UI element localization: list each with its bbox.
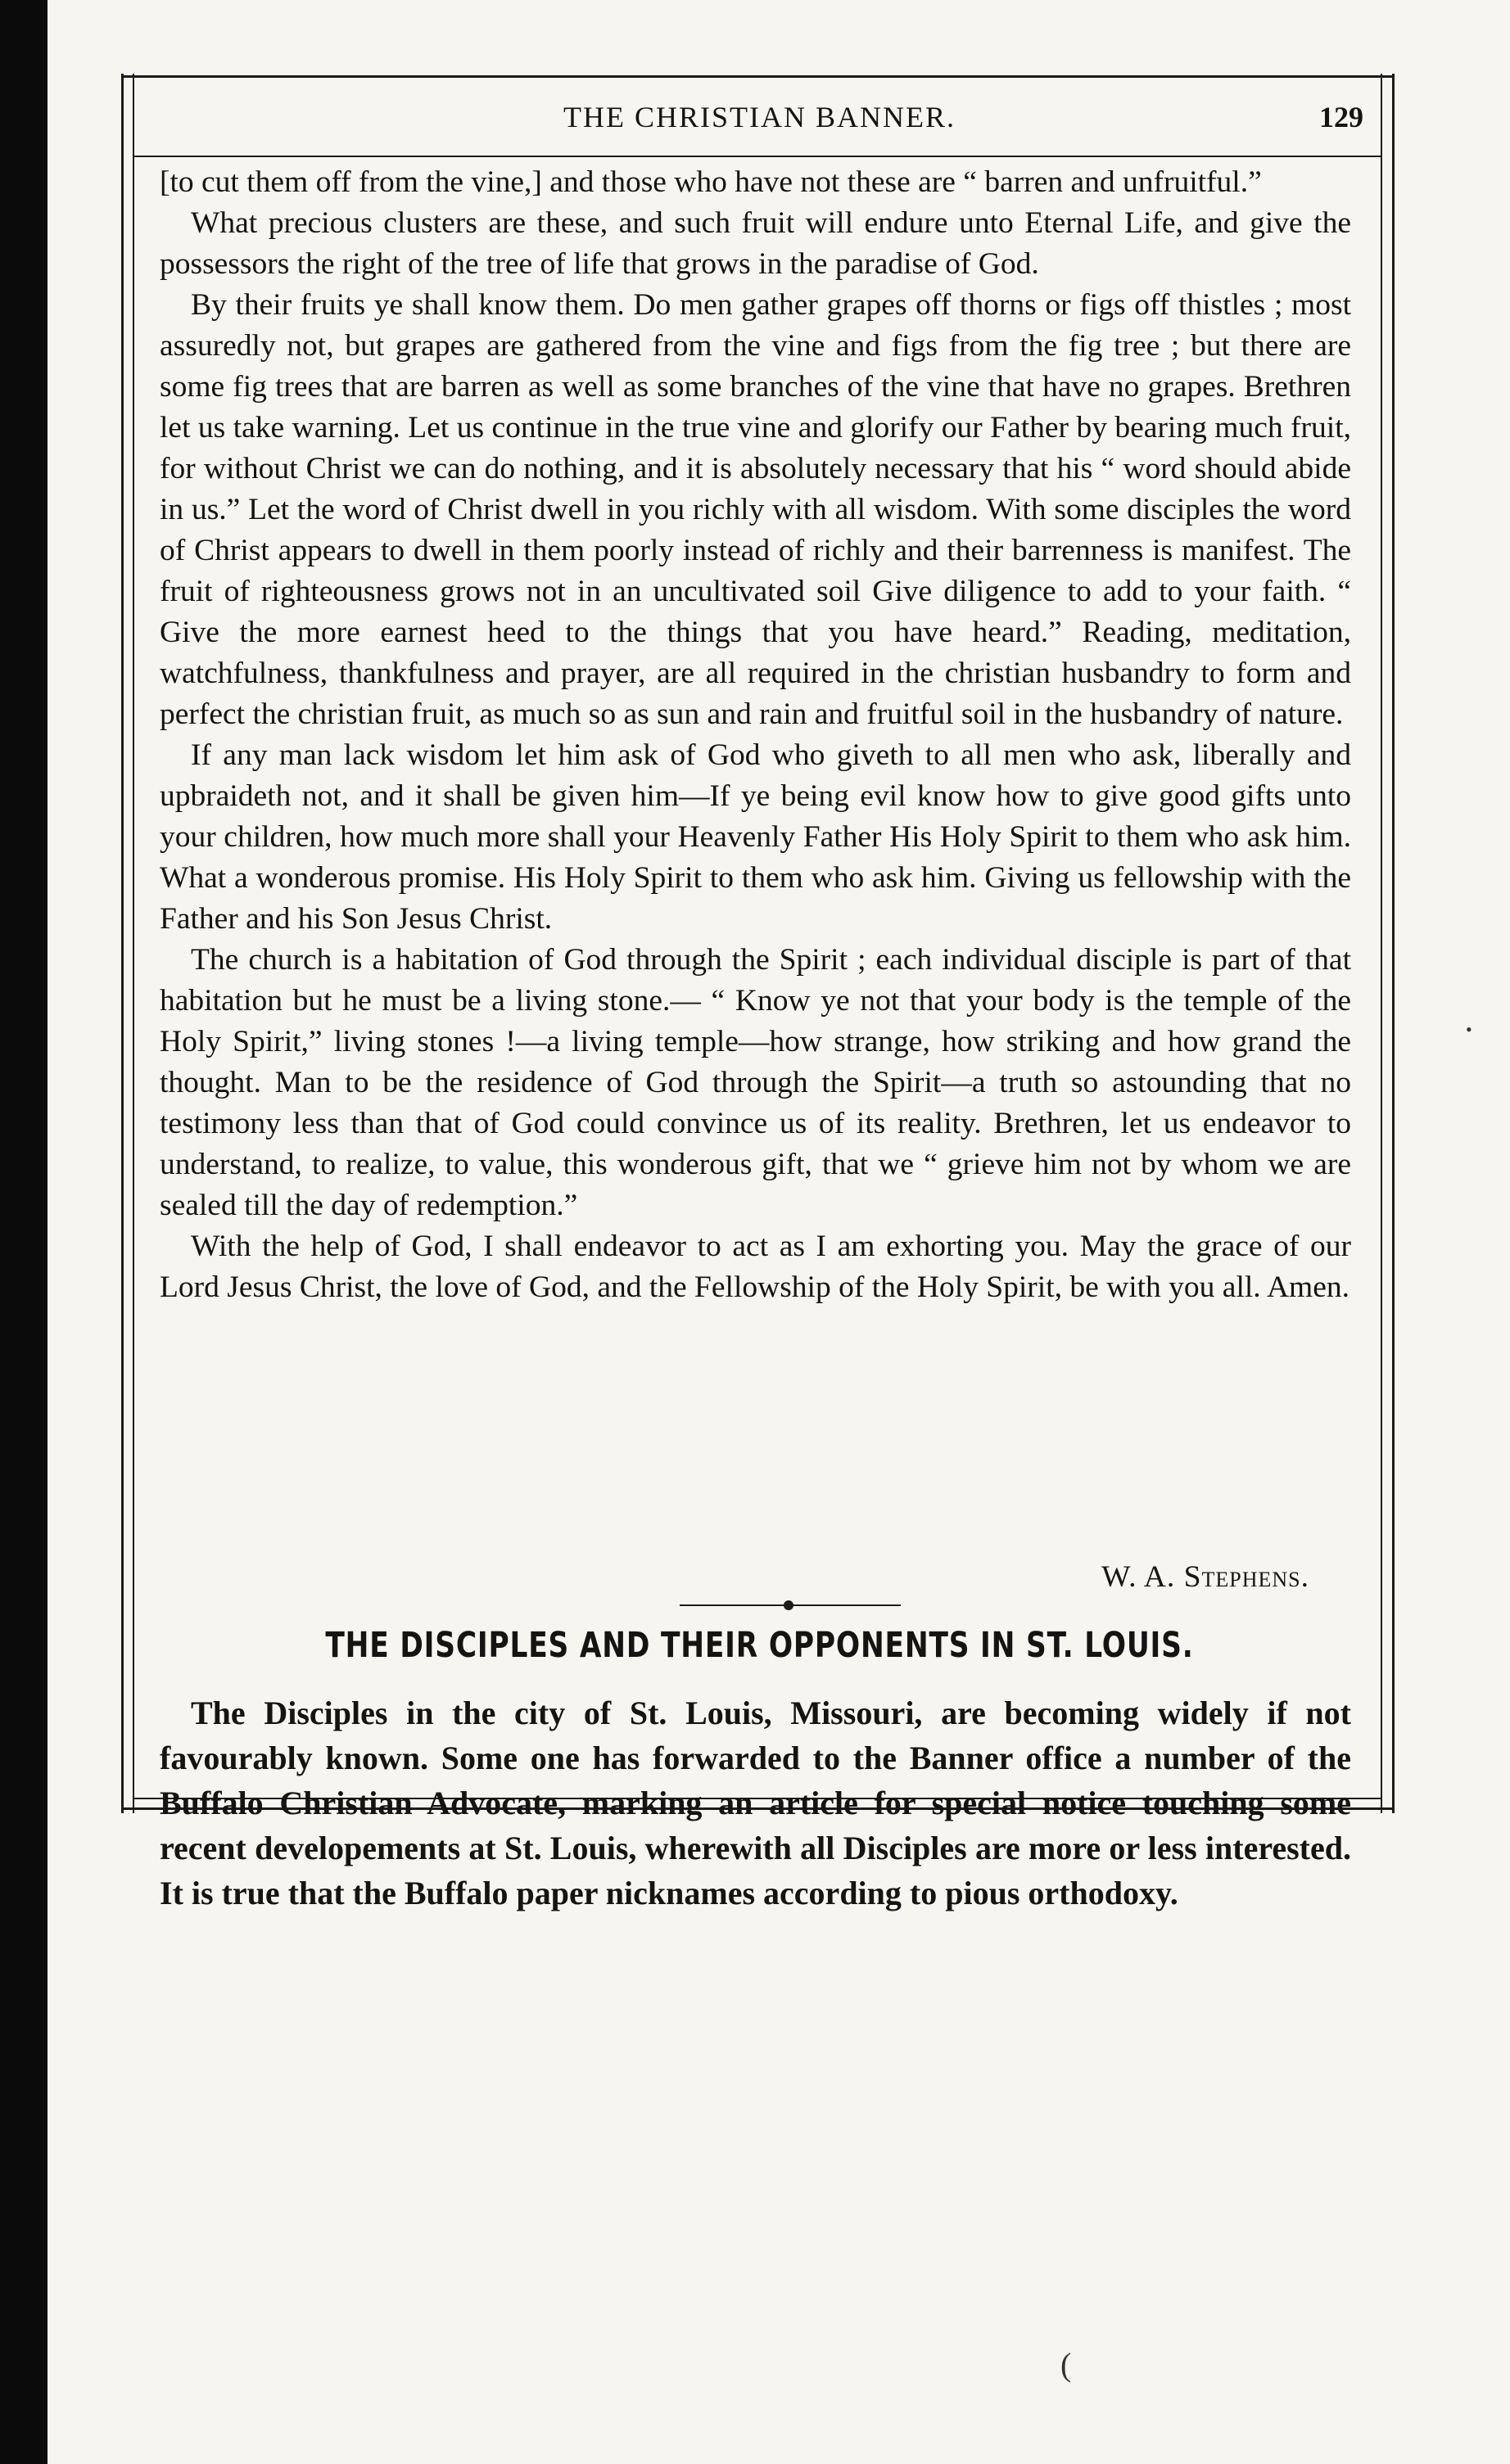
frame-rule-right	[1392, 74, 1395, 1813]
frame-rule-top	[121, 75, 1395, 78]
paragraph: [to cut them off from the vine,] and those who have not these are “ barren and unfruitful.”	[160, 165, 1262, 199]
article-text	[160, 1690, 1351, 1916]
page-header	[156, 85, 1363, 159]
page-number: 129	[1319, 101, 1363, 133]
frame-rule-left	[121, 74, 124, 1813]
paragraph: The Disciples in the city of St. Louis, Missouri, are becoming widely if not favourably known. Some one has forwarded to the Banner office a number of the Buffalo Christian Advocate, marking an article for special notice touching some recent developements at St. Louis, wherewith all Disciples are more or less interested. It is true that the Buffalo paper nicknames according to pious orthodoxy.	[160, 1695, 1351, 1911]
paragraph: What precious clusters are these, and such fruit will endure unto Eternal Life, and give the possessors the right of the tree of life that grows in the paradise of God.	[160, 206, 1351, 281]
running-title: THE CHRISTIAN BANNER.	[563, 101, 956, 133]
paragraph: If any man lack wisdom let him ask of God who giveth to all men who ask, liberally and upbraideth not, and it shall be given him—If ye being evil know how to give good gifts unto your children, how much more shall your Heavenly Father His Holy Spirit to them who ask him. What a wonderous promise. His Holy Spirit to them who ask him. Giving us fellowship with the Father and his Son Jesus Christ.	[160, 738, 1351, 936]
paragraph: By their fruits ye shall know them. Do men gather grapes off thorns or figs off thistles ; most assuredly not, but grapes are gathered from the vine and figs from the fig tree ; but there are some fig trees that are barren as well as some branches of the vine that have no grapes. Brethren let us take warning. Let us continue in the true vine and glorify our Father by bearing much fruit, for without Christ we can do nothing, and it is absolutely necessary that his “ word should abide in us.” Let the word of Christ dwell in you richly with all wisdom. With some disciples the word of Christ appears to dwell in them poorly instead of richly and their barrenness is manifest. The fruit of righteousness grows not in an uncultivated soil Give diligence to add to your faith. “ Give the more earnest heed to the things that you have heard.” Reading, meditation, watchfulness, thankfulness and prayer, are all required in the christian husbandry to form and perfect the christian fruit, as much so as sun and rain and fruitful soil in the husbandry of nature.	[160, 288, 1351, 731]
signature-name: Stephens.	[1183, 1560, 1309, 1594]
paragraph: With the help of God, I shall endeavor to act as I am exhorting you. May the grace of our Lord Jesus Christ, the love of God, and the Fellowship of the Holy Spirit, be with you all. Amen.	[160, 1230, 1351, 1304]
frame-rule-left-inner	[133, 74, 134, 1813]
margin-speck: (	[1060, 2346, 1072, 2383]
signature	[1101, 1559, 1309, 1595]
frame-rule-right-inner	[1381, 74, 1382, 1813]
margin-speck: •	[1466, 1019, 1472, 1040]
binding-edge	[0, 0, 47, 2464]
article-title: THE DISCIPLES AND THEIR OPPONENTS IN ST. LOUIS.	[325, 1625, 1194, 1666]
signature-initials: W. A.	[1101, 1560, 1184, 1594]
separator-ornament	[784, 1600, 793, 1610]
paragraph: The church is a habitation of God through the Spirit ; each individual disciple is part of that habitation but he must be a living stone.— “ Know ye not that your body is the temple of the Holy Spirit,” living stones !—a living temple—how strange, how striking and how grand the thought. Man to be the residence of God through the Spirit—a truth so astounding that no testimony less than that of God could convince us of its reality. Brethren, let us endeavor to understand, to realize, to value, this wonderous gift, that we “ grieve him not by whom we are sealed till the day of redemption.”	[160, 943, 1351, 1222]
letter-text	[160, 162, 1351, 1308]
